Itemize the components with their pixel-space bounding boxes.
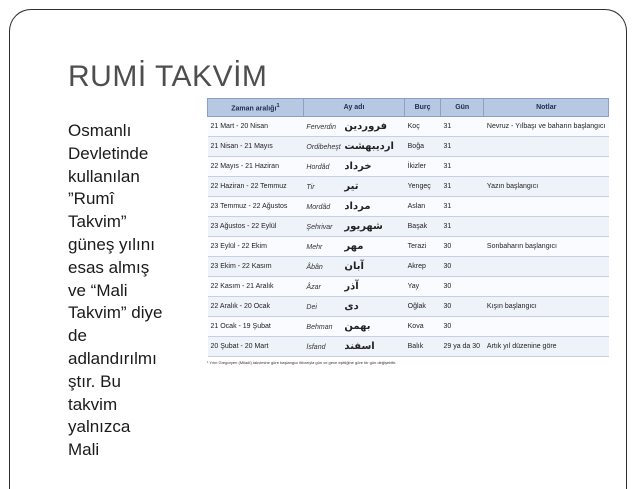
cell-month-name — [303, 277, 404, 297]
cell-range: 22 Aralık - 20 Ocak — [208, 297, 304, 317]
cell-range: 20 Şubat - 20 Mart — [208, 337, 304, 357]
cell-burc: Balık — [405, 337, 441, 357]
month-arabic-name: خرداد — [344, 161, 372, 172]
cell-notes: Sonbaharın başlangıcı — [484, 237, 609, 257]
table-row — [208, 257, 609, 277]
cell-notes — [484, 137, 609, 157]
cell-month-name — [303, 337, 404, 357]
calendar-table-image — [207, 98, 623, 365]
month-latin-name: Şehrivar — [306, 224, 333, 231]
cell-month-name — [303, 137, 404, 157]
cell-notes: Yazın başlangıcı — [484, 177, 609, 197]
body-text: Osmanlı Devletinde kullanılan ”Rumî Takvim” güneş yılını esas almış ve “Mali Takvim” diye de adlandırılmı ştır. Bu takvim yalnızca Mali — [68, 121, 163, 460]
month-latin-name: Âzar — [306, 284, 321, 291]
table-row — [208, 197, 609, 217]
cell-month-name — [303, 297, 404, 317]
cell-burc: İkizler — [405, 157, 441, 177]
month-latin-name: Dei — [306, 304, 317, 311]
month-latin-name: İsfand — [306, 344, 326, 351]
cell-burc: Başak — [405, 217, 441, 237]
table-header-row — [208, 99, 609, 117]
cell-gun: 31 — [440, 137, 483, 157]
cell-gun: 31 — [440, 117, 483, 137]
cell-range: 23 Ağustos - 22 Eylül — [208, 217, 304, 237]
month-arabic-name: شهریور — [344, 221, 383, 232]
month-arabic-name: اردیبهشت — [344, 141, 394, 152]
cell-notes: Kışın başlangıcı — [484, 297, 609, 317]
cell-range: 22 Kasım - 21 Aralık — [208, 277, 304, 297]
cell-gun: 31 — [440, 197, 483, 217]
slide — [9, 9, 627, 489]
month-arabic-name: مهر — [344, 241, 364, 252]
cell-notes: Nevruz - Yılbaşı ve baharın başlangıcı — [484, 117, 609, 137]
cell-burc: Aslan — [405, 197, 441, 217]
month-latin-name: Ferverdin — [306, 124, 336, 131]
month-latin-name: Ordibeheşt — [306, 144, 341, 151]
table-row — [208, 177, 609, 197]
cell-notes — [484, 257, 609, 277]
month-latin-name: Hordâd — [306, 164, 330, 171]
table-row — [208, 317, 609, 337]
cell-month-name — [303, 157, 404, 177]
table-row — [208, 277, 609, 297]
cell-gun: 31 — [440, 177, 483, 197]
table-row — [208, 297, 609, 317]
cell-month-name — [303, 177, 404, 197]
header-notlar: Notlar — [484, 99, 609, 117]
cell-burc: Yay — [405, 277, 441, 297]
month-arabic-name: فروردین — [344, 121, 388, 132]
header-burc: Burç — [405, 99, 441, 117]
cell-notes: Artık yıl düzenine göre — [484, 337, 609, 357]
month-arabic-name: آبان — [344, 261, 364, 272]
month-arabic-name: آذر — [344, 281, 359, 292]
cell-notes — [484, 157, 609, 177]
cell-range: 23 Temmuz - 22 Ağustos — [208, 197, 304, 217]
cell-range: 23 Ekim - 22 Kasım — [208, 257, 304, 277]
cell-month-name — [303, 317, 404, 337]
table-footnote: ¹ Yılın Gregoryen (Miladî) takvimine göre başlangıcı itibarıyla gün ve gece eşitliğine göre bir gün değişebilir. — [207, 360, 397, 365]
header-ay-adi: Ay adı — [303, 99, 404, 117]
month-arabic-name: تیر — [344, 181, 359, 192]
cell-burc: Yengeç — [405, 177, 441, 197]
cell-gun: 30 — [440, 257, 483, 277]
cell-range: 22 Haziran - 22 Temmuz — [208, 177, 304, 197]
cell-range: 21 Ocak - 19 Şubat — [208, 317, 304, 337]
table-row — [208, 237, 609, 257]
month-latin-name: Tir — [306, 184, 315, 191]
cell-month-name — [303, 257, 404, 277]
cell-burc: Terazi — [405, 237, 441, 257]
month-latin-name: Mehr — [306, 244, 323, 251]
cell-gun: 30 — [440, 317, 483, 337]
table-row — [208, 217, 609, 237]
cell-gun: 31 — [440, 217, 483, 237]
cell-gun: 29 ya da 30 — [440, 337, 483, 357]
cell-burc: Oğlak — [405, 297, 441, 317]
month-latin-name: Behman — [306, 324, 333, 331]
cell-burc: Kova — [405, 317, 441, 337]
cell-range: 21 Mart - 20 Nisan — [208, 117, 304, 137]
table-row — [208, 137, 609, 157]
calendar-table — [207, 98, 609, 357]
cell-range: 22 Mayıs - 21 Haziran — [208, 157, 304, 177]
cell-burc: Koç — [405, 117, 441, 137]
month-arabic-name: دی — [344, 301, 359, 312]
header-gun: Gün — [440, 99, 483, 117]
month-arabic-name: بهمن — [344, 321, 371, 332]
cell-gun: 30 — [440, 237, 483, 257]
cell-month-name — [303, 217, 404, 237]
cell-gun: 30 — [440, 277, 483, 297]
header-zaman-araligi: Zaman aralığı$^1$ — [208, 99, 304, 117]
cell-month-name — [303, 117, 404, 137]
cell-notes — [484, 277, 609, 297]
cell-burc: Boğa — [405, 137, 441, 157]
table-row — [208, 157, 609, 177]
cell-notes — [484, 197, 609, 217]
cell-burc: Akrep — [405, 257, 441, 277]
slide-title: RUMİ TAKVİM — [68, 60, 268, 93]
month-arabic-name: مرداد — [344, 201, 371, 212]
month-latin-name: Âbân — [306, 264, 323, 271]
month-latin-name: Mordâd — [306, 204, 331, 211]
cell-month-name — [303, 197, 404, 217]
cell-range: 21 Nisan - 21 Mayıs — [208, 137, 304, 157]
table-row — [208, 337, 609, 357]
cell-gun: 31 — [440, 157, 483, 177]
cell-gun: 30 — [440, 297, 483, 317]
month-arabic-name: اسفند — [344, 341, 375, 352]
cell-notes — [484, 217, 609, 237]
cell-notes — [484, 317, 609, 337]
table-row — [208, 117, 609, 137]
cell-month-name — [303, 237, 404, 257]
cell-range: 23 Eylül - 22 Ekim — [208, 237, 304, 257]
